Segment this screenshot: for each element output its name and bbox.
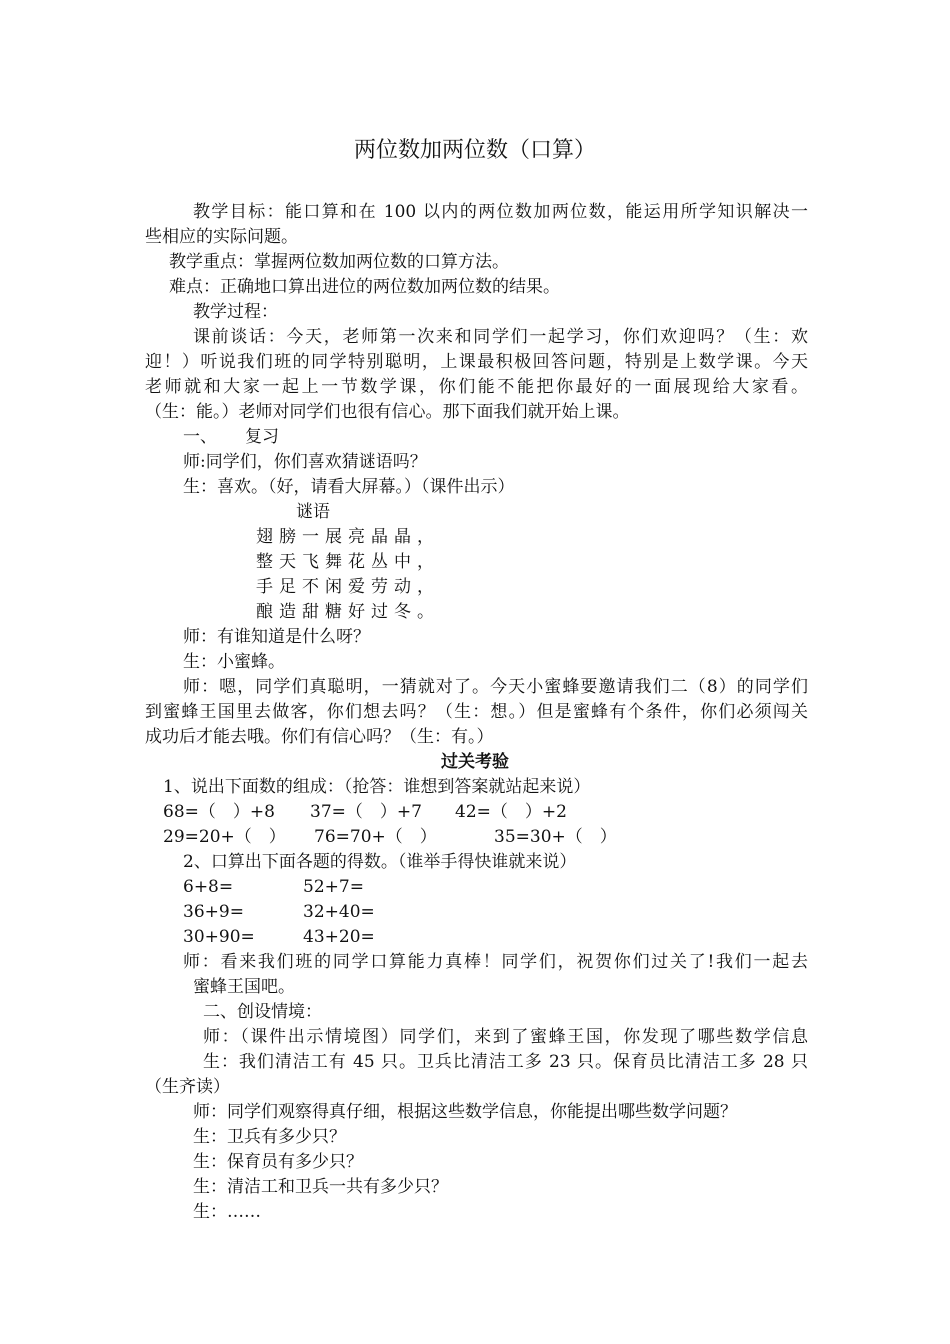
q2-item: 30+90=: [183, 927, 255, 947]
page-title: 两位数加两位数（口算）: [353, 138, 596, 163]
teacher-observe-line: 师：同学们观察得真仔细，根据这些数学信息，你能提出哪些数学问题？: [193, 1102, 737, 1122]
student-question: 生：……: [193, 1202, 261, 1222]
intro-line-3: 老师就和大家一起上一节数学课，你们能不能把你最好的一面展现给大家看。: [145, 377, 808, 397]
intro-line-1: 课前谈话：今天，老师第一次来和同学们一起学习，你们欢迎吗？（生：欢: [193, 327, 808, 347]
intro-line-2: 迎！）听说我们班的同学特别聪明，上课最积极回答问题，特别是上数学课。今天: [145, 352, 808, 372]
section-1-heading: 复习: [245, 427, 279, 447]
q2-item: 52+7=: [303, 877, 364, 897]
teacher-praise-line-2: 蜜蜂王国吧。: [193, 977, 295, 997]
q2-item: 32+40=: [303, 902, 375, 922]
student-riddle-answer: 生：喜欢。（好，请看大屏幕。）（课件出示）: [183, 477, 515, 497]
student-bee-answer: 生：小蜜蜂。: [183, 652, 285, 672]
q1-item: 68=（ ）+8: [163, 802, 275, 822]
student-question: 生：清洁工和卫兵一共有多少只？: [193, 1177, 448, 1197]
q2-item: 43+20=: [303, 927, 375, 947]
student-info-line-2: （生齐读）: [145, 1077, 230, 1097]
teacher-invite-line-1: 师：嗯，同学们真聪明，一猜就对了。今天小蜜蜂要邀请我们二（8）的同学们: [183, 677, 808, 697]
riddle-line: 翅膀一展亮晶晶，: [256, 527, 440, 547]
student-question: 生：卫兵有多少只？: [193, 1127, 346, 1147]
teacher-who-knows: 师：有谁知道是什么呀？: [183, 627, 370, 647]
challenge-heading: 过关考验: [441, 752, 509, 772]
teacher-scene-line: 师：（课件出示情境图）同学们，来到了蜜蜂王国，你发现了哪些数学信息: [203, 1027, 808, 1047]
q1-item: 37=（ ）+7: [310, 802, 422, 822]
q1-item: 42=（ ）+2: [455, 802, 567, 822]
q1-item: 35=30+（ ）: [494, 827, 617, 847]
student-info-line-1: 生：我们清洁工有 45 只。卫兵比清洁工多 23 只。保育员比清洁工多 28 只: [203, 1052, 808, 1072]
riddle-title: 谜语: [296, 502, 330, 522]
process-heading: 教学过程：: [193, 302, 278, 322]
section-2-heading: 二、创设情境：: [203, 1002, 322, 1022]
teacher-invite-line-3: 成功后才能去哦。你们有信心吗？（生：有。）: [145, 727, 494, 747]
q2-item: 36+9=: [183, 902, 244, 922]
goal-line-1: 教学目标：能口算和在 100 以内的两位数加两位数，能运用所学知识解决一: [193, 202, 808, 222]
goal-line-2: 些相应的实际问题。: [145, 227, 298, 247]
q1-item: 29=20+（ ）: [163, 827, 286, 847]
q2-item: 6+8=: [183, 877, 234, 897]
riddle-line: 手足不闲爱劳动，: [256, 577, 440, 597]
section-1-number: 一、: [183, 427, 217, 447]
intro-line-4: （生：能。）老师对同学们也很有信心。那下面我们就开始上课。: [145, 402, 630, 422]
teacher-riddle-question: 师:同学们，你们喜欢猜谜语吗？: [183, 452, 427, 472]
teacher-invite-line-2: 到蜜蜂王国里去做客，你们想去吗？（生：想。）但是蜜蜂有个条件，你们必须闯关: [145, 702, 808, 722]
student-question: 生：保育员有多少只？: [193, 1152, 363, 1172]
question-1: 1、说出下面数的组成：（抢答：谁想到答案就站起来说）: [163, 777, 591, 797]
question-2: 2、口算出下面各题的得数。（谁举手得快谁就来说）: [183, 852, 577, 872]
q1-item: 76=70+（ ）: [314, 827, 437, 847]
riddle-line: 酿造甜糖好过冬。: [256, 602, 440, 622]
riddle-line: 整天飞舞花丛中，: [256, 552, 440, 572]
focus-line: 教学重点：掌握两位数加两位数的口算方法。: [169, 252, 509, 272]
difficulty-line: 难点：正确地口算出进位的两位数加两位数的结果。: [169, 277, 560, 297]
teacher-praise-line-1: 师：看来我们班的同学口算能力真棒！同学们，祝贺你们过关了!我们一起去: [183, 952, 808, 972]
